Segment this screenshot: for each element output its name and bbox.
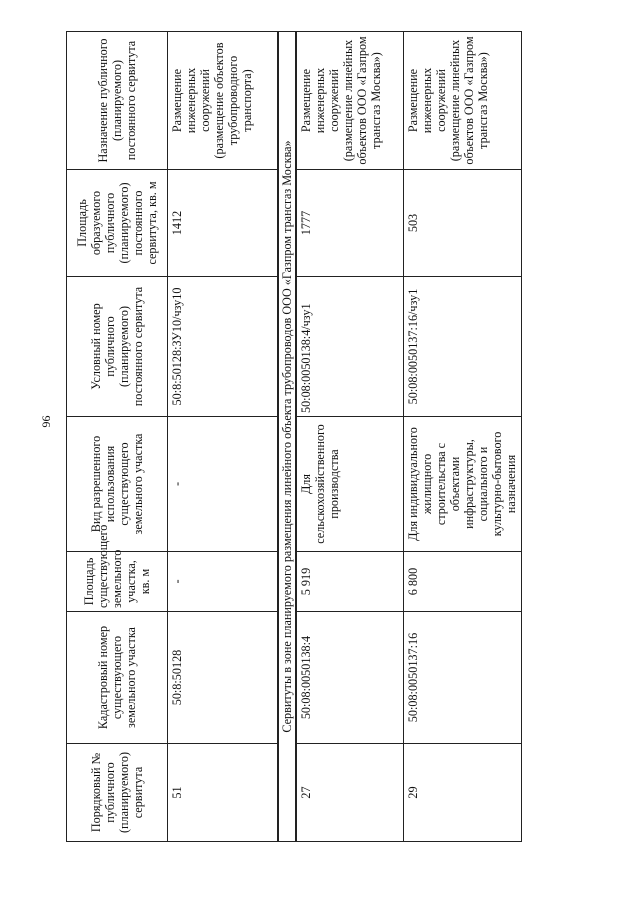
cell-servitude-area: 1412 bbox=[168, 170, 278, 277]
cell-num: 51 bbox=[168, 744, 278, 842]
header-use: Вид разрешенного использования существующего земельного участка bbox=[67, 417, 168, 552]
header-purpose: Назначение публичного (планируемого) постоянного сервитута bbox=[67, 32, 168, 170]
cell-use: Для индивидуального жилищного строительства с объектами инфраструктуры, социального и культурно-бытового назначения bbox=[404, 417, 522, 552]
cell-num: 27 bbox=[296, 744, 404, 842]
cell-area: 6 800 bbox=[404, 552, 522, 612]
cell-area: - bbox=[168, 552, 278, 612]
cell-purpose: Размещение инженерных сооружений (размещение линейных объектов ООО «Газпром трансгаз Москва») bbox=[404, 32, 522, 170]
cell-cadastral: 50:08:0050137:16 bbox=[404, 612, 522, 744]
cell-use: - bbox=[168, 417, 278, 552]
cell-purpose: Размещение инженерных сооружений (размещение линейных объектов ООО «Газпром трансгаз Москва») bbox=[296, 32, 404, 170]
servitude-table bbox=[66, 31, 522, 842]
table-row bbox=[168, 32, 278, 842]
table-row bbox=[404, 32, 522, 842]
rotated-table-container bbox=[66, 32, 518, 842]
table-row bbox=[296, 32, 404, 842]
cell-cadastral: 50:08:0050138:4 bbox=[296, 612, 404, 744]
cell-num: 29 bbox=[404, 744, 522, 842]
cell-cadastral: 50:8:50128 bbox=[168, 612, 278, 744]
cell-servitude-no: 50:8:50128:ЗУ10/чзу10 bbox=[168, 277, 278, 417]
section-title: Сервитуты в зоне планируемого размещения линейного объекта трубопроводов ООО «Газпром трансгаз Москва» bbox=[278, 32, 296, 842]
header-area: Площадь существующего земельного участка, кв. м bbox=[67, 552, 168, 612]
header-servitude-area: Площадь образуемого публичного (планируемого) постоянного сервитута, кв. м bbox=[67, 170, 168, 277]
header-num: Порядковый № публичного (планируемого) сервитута bbox=[67, 744, 168, 842]
header-servitude-no: Условный номер публичного (планируемого) постоянного сервитута bbox=[67, 277, 168, 417]
cell-servitude-no: 50:08:0050137:16/чзу1 bbox=[404, 277, 522, 417]
cell-area: 5 919 bbox=[296, 552, 404, 612]
cell-servitude-area: 1777 bbox=[296, 170, 404, 277]
cell-servitude-area: 503 bbox=[404, 170, 522, 277]
cell-purpose: Размещение инженерных сооружений (размещение объектов трубопроводного транспорта) bbox=[168, 32, 278, 170]
page-number: 96 bbox=[39, 415, 54, 428]
cell-servitude-no: 50:08:0050138:4/чзу1 bbox=[296, 277, 404, 417]
header-cadastral: Кадастровый номер существующего земельного участка bbox=[67, 612, 168, 744]
table-header-row bbox=[67, 32, 168, 842]
cell-use: Для сельскохозяйственного производства bbox=[296, 417, 404, 552]
section-row bbox=[278, 32, 296, 842]
